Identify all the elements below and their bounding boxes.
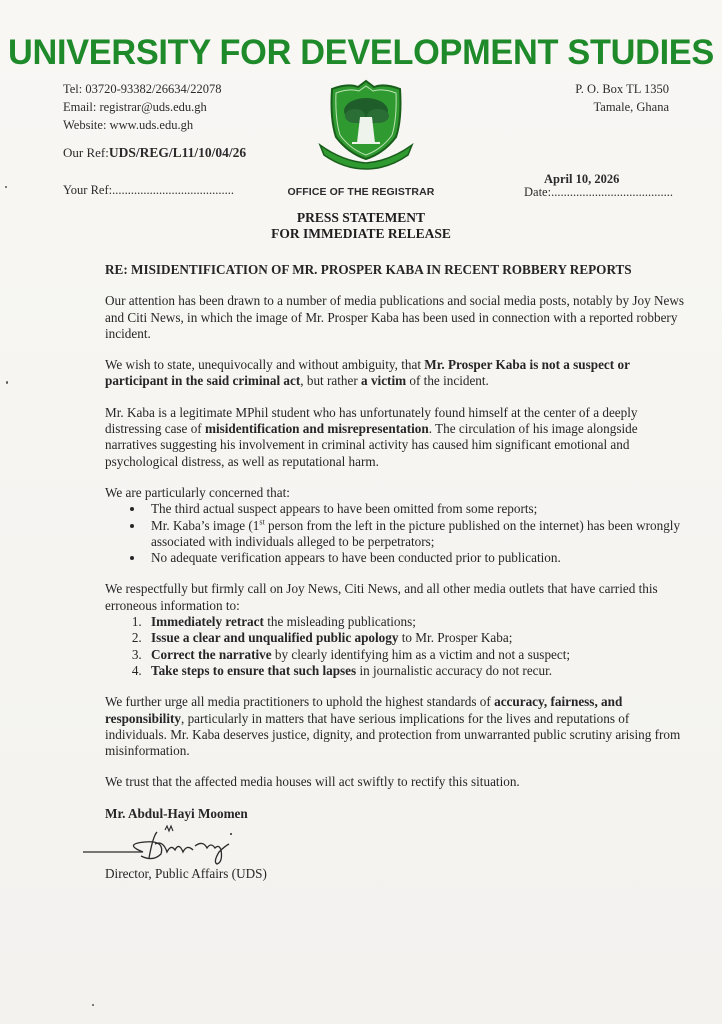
demand-text: the misleading publications; [263, 614, 416, 630]
demand-bold: Issue a clear and unqualified public apology [151, 630, 399, 646]
p6-text: We further urge all media practitioners to uphold the highest standards of [105, 694, 495, 710]
p2-bold: a victim [361, 373, 407, 389]
p3-text: Mr. Kaba is a legitimate MPhil student who has unfortunately found himself at the center of a deeply distressing case of [105, 404, 638, 437]
signatory-title: Director, Public Affairs (UDS) [105, 866, 267, 882]
concern-item [145, 518, 685, 551]
our-ref-label: Our Ref: [63, 145, 109, 160]
demand-text: to Mr. Prosper Kaba; [398, 630, 513, 646]
concern-item: • No adequate verification appears to have been conducted prior to publication. [145, 550, 685, 566]
press-heading-line2: FOR IMMEDIATE RELEASE [271, 226, 451, 241]
postal-address [575, 80, 669, 116]
your-reference: Your Ref:....................................... [63, 183, 234, 197]
po-box: P. O. Box TL 1350 [575, 82, 669, 96]
paragraph-7: We trust that the affected media houses will act swiftly to rectify this situation. [105, 774, 520, 790]
demand-bold: Correct the narrative [151, 646, 272, 662]
paragraph-1: Our attention has been drawn to a number of media publications and social media posts, notably by Joy News and Citi News, in which the image of Mr. Prosper Kaba has been used in connection with a reported robbery incident. [105, 293, 685, 341]
paragraph-5: We respectfully but firmly call on Joy News, Citi News, and all other media outlets that have carried this erroneous information to: [105, 581, 658, 613]
demand-text: by clearly identifying him as a victim and not a suspect; [271, 646, 571, 662]
demand-text: in journalistic accuracy do not recur. [356, 662, 553, 678]
p6-text: , particularly in matters that have serious implications for the lives and reputations of individuals. Mr. Kaba deserves justice, dignity, and protection from unwarranted public scrutiny arising from misinformation. [105, 710, 681, 759]
concern-item: • The third actual suspect appears to have been omitted from some reports; [145, 501, 685, 517]
our-reference [63, 145, 246, 161]
email: Email: registrar@uds.edu.gh [63, 100, 207, 114]
paragraph-6 [105, 694, 685, 759]
date-value: April 10, 2026 [544, 172, 620, 186]
p2-text: , but rather [300, 373, 362, 389]
demands-list [105, 614, 685, 679]
signatory-name: Mr. Abdul-Hayi Moomen [105, 805, 248, 821]
office-of-registrar: OFFICE OF THE REGISTRAR [287, 186, 435, 198]
paragraph-4: We are particularly concerned that: [105, 484, 290, 500]
university-name: UNIVERSITY FOR DEVELOPMENT STUDIES [8, 33, 714, 72]
press-heading-line1: PRESS STATEMENT [296, 210, 426, 225]
demand-bold: Immediately retract [151, 614, 264, 630]
website: Website: www.uds.edu.gh [63, 118, 194, 132]
p6-bold: accuracy, fairness, and responsibility [105, 694, 623, 726]
p2-text: We wish to state, unequivocally and without ambiguity, that [105, 357, 425, 373]
p2-bold: Mr. Prosper Kaba is not a suspect or participant in the said criminal act [105, 357, 630, 389]
signature-icon [83, 822, 685, 866]
subject-line: RE: MISIDENTIFICATION OF MR. PROSPER KABA IN RECENT ROBBERY REPORTS [105, 262, 632, 277]
our-ref-value: UDS/REG/L11/10/04/26 [108, 145, 247, 160]
contact-details [63, 80, 222, 134]
p3-bold: misidentification and misrepresentation [204, 421, 429, 437]
demand-item [145, 663, 685, 679]
demand-item [145, 647, 685, 663]
demand-bold: Take steps to ensure that such lapses [151, 662, 357, 678]
ordinal-suffix: st [259, 517, 265, 527]
concern-text: Mr. Kaba’s image (1 [151, 517, 260, 533]
paragraph-3 [105, 405, 685, 470]
city: Tamale, Ghana [593, 100, 669, 114]
statement-body [105, 262, 685, 882]
concern-text: person from the left in the picture published on the internet) has been wrongly associated with individuals alleged to be perpetrators; [151, 517, 681, 549]
paragraph-2 [105, 357, 685, 390]
demand-item [145, 614, 685, 630]
concerns-list [105, 501, 685, 566]
date-label: Date:....................................... [524, 185, 673, 199]
p3-text: . The circulation of his image alongside narratives suggesting his involvement in criminal activity has caused him significant emotional and psychological distress, as well as reputational harm. [105, 421, 638, 469]
telephone: Tel: 03720-93382/26634/22078 [63, 82, 222, 96]
university-crest-icon [318, 79, 414, 171]
demand-item [145, 630, 685, 646]
press-heading [0, 210, 722, 242]
p2-text: of the incident. [406, 373, 489, 389]
